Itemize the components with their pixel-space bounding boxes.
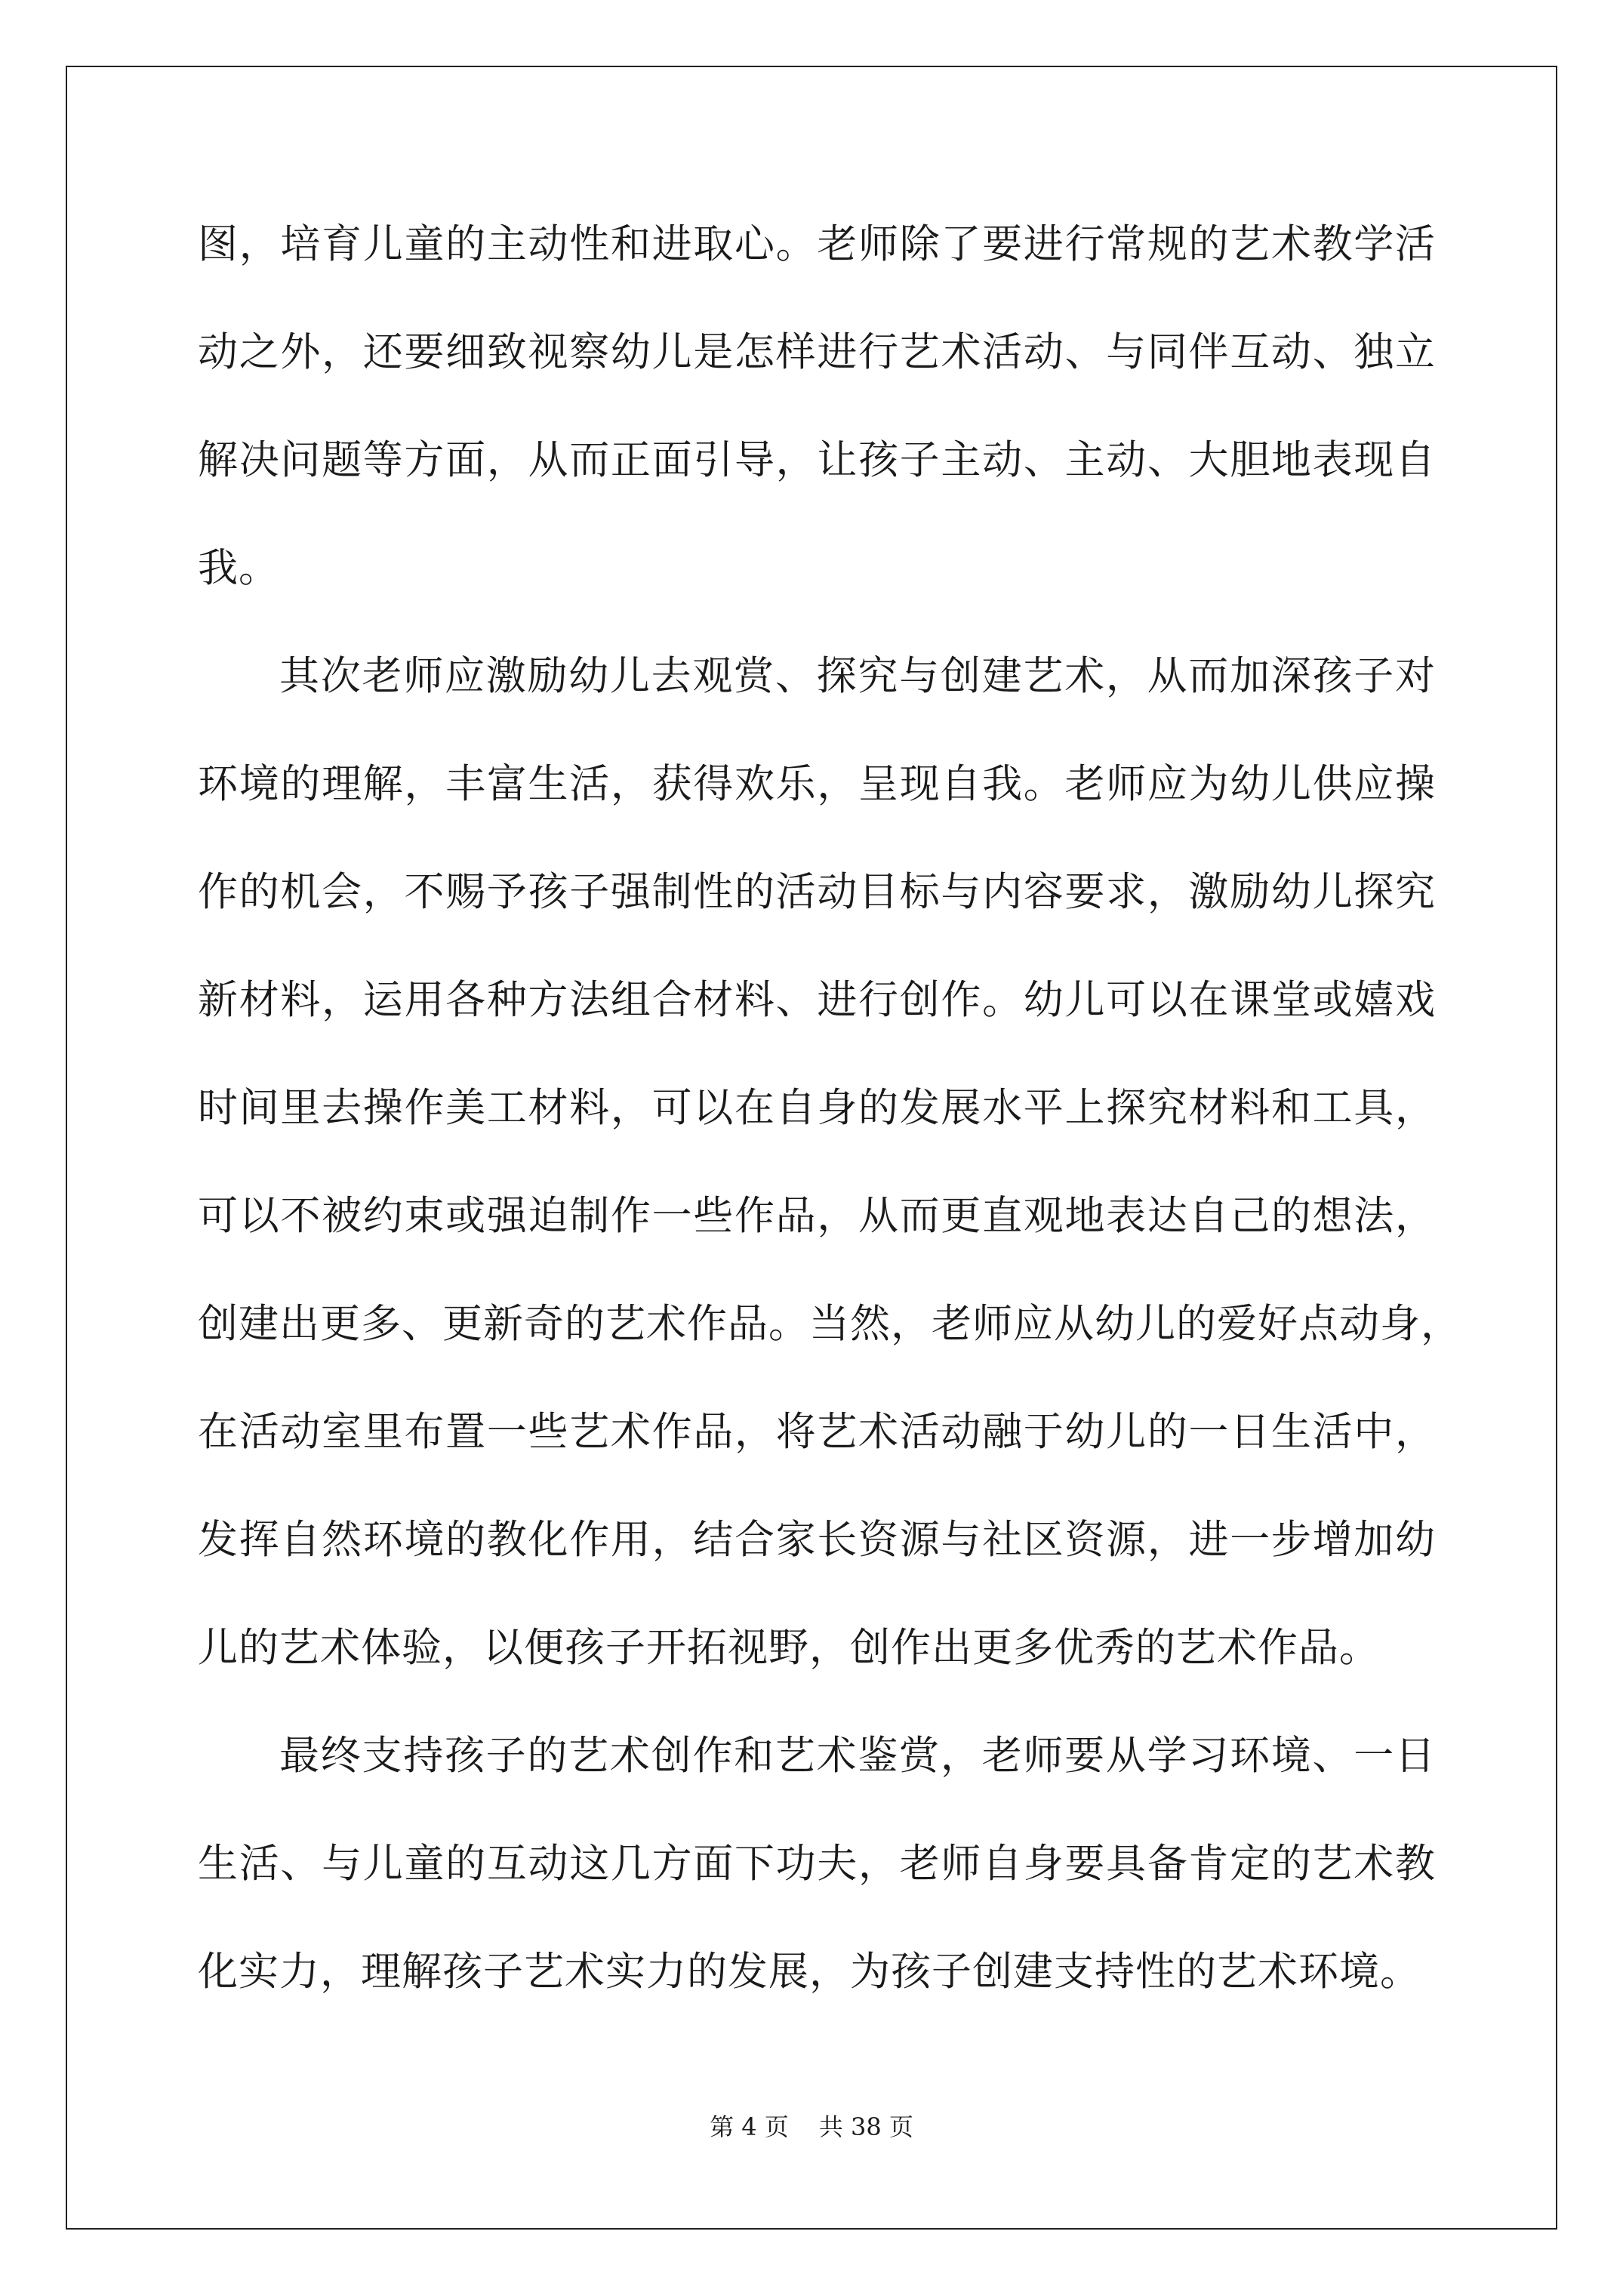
document-body xyxy=(198,220,1461,2056)
text-line: 在活动室里布置一些艺术作品，将艺术活动融于幼儿的一日生活中， xyxy=(198,1409,1436,1455)
text-line: 动之外，还要细致视察幼儿是怎样进行艺术活动、与同伴互动、独立 xyxy=(198,329,1436,375)
paragraph-first-line: 最终支持孩子的艺术创作和艺术鉴赏，老师要从学习环境、一日 xyxy=(279,1733,1436,1779)
text-line: 发挥自然环境的教化作用，结合家长资源与社区资源，进一步增加幼 xyxy=(198,1517,1436,1563)
text-line: 解决问题等方面，从而正面引导，让孩子主动、主动、大胆地表现自 xyxy=(198,437,1436,483)
text-line: 图，培育儿童的主动性和进取心。老师除了要进行常规的艺术教学活 xyxy=(198,221,1436,267)
text-line: 我。 xyxy=(198,545,279,591)
page-footer xyxy=(0,2108,1623,2143)
text-line: 新材料，运用各种方法组合材料、进行创作。幼儿可以在课堂或嬉戏 xyxy=(198,977,1436,1023)
text-line: 可以不被约束或强迫制作一些作品，从而更直观地表达自己的想法， xyxy=(198,1193,1436,1239)
text-line: 创建出更多、更新奇的艺术作品。当然，老师应从幼儿的爱好点动身， xyxy=(198,1301,1461,1347)
page-number: 第 4 页 xyxy=(710,2113,789,2141)
paragraph-first-line: 其次老师应激励幼儿去观赏、探究与创建艺术，从而加深孩子对 xyxy=(279,653,1436,699)
text-line: 时间里去操作美工材料，可以在自身的发展水平上探究材料和工具， xyxy=(198,1085,1436,1131)
text-line: 作的机会，不赐予孩子强制性的活动目标与内容要求，激励幼儿探究 xyxy=(198,869,1436,915)
text-line: 生活、与儿童的互动这几方面下功夫，老师自身要具备肯定的艺术教 xyxy=(198,1841,1436,1887)
page-total: 共 38 页 xyxy=(818,2113,913,2141)
text-line: 儿的艺术体验，以便孩子开拓视野，创作出更多优秀的艺术作品。 xyxy=(198,1625,1380,1671)
text-line: 环境的理解，丰富生活，获得欢乐，呈现自我。老师应为幼儿供应操 xyxy=(198,761,1436,807)
text-line: 化实力，理解孩子艺术实力的发展，为孩子创建支持性的艺术环境。 xyxy=(198,1949,1421,1995)
